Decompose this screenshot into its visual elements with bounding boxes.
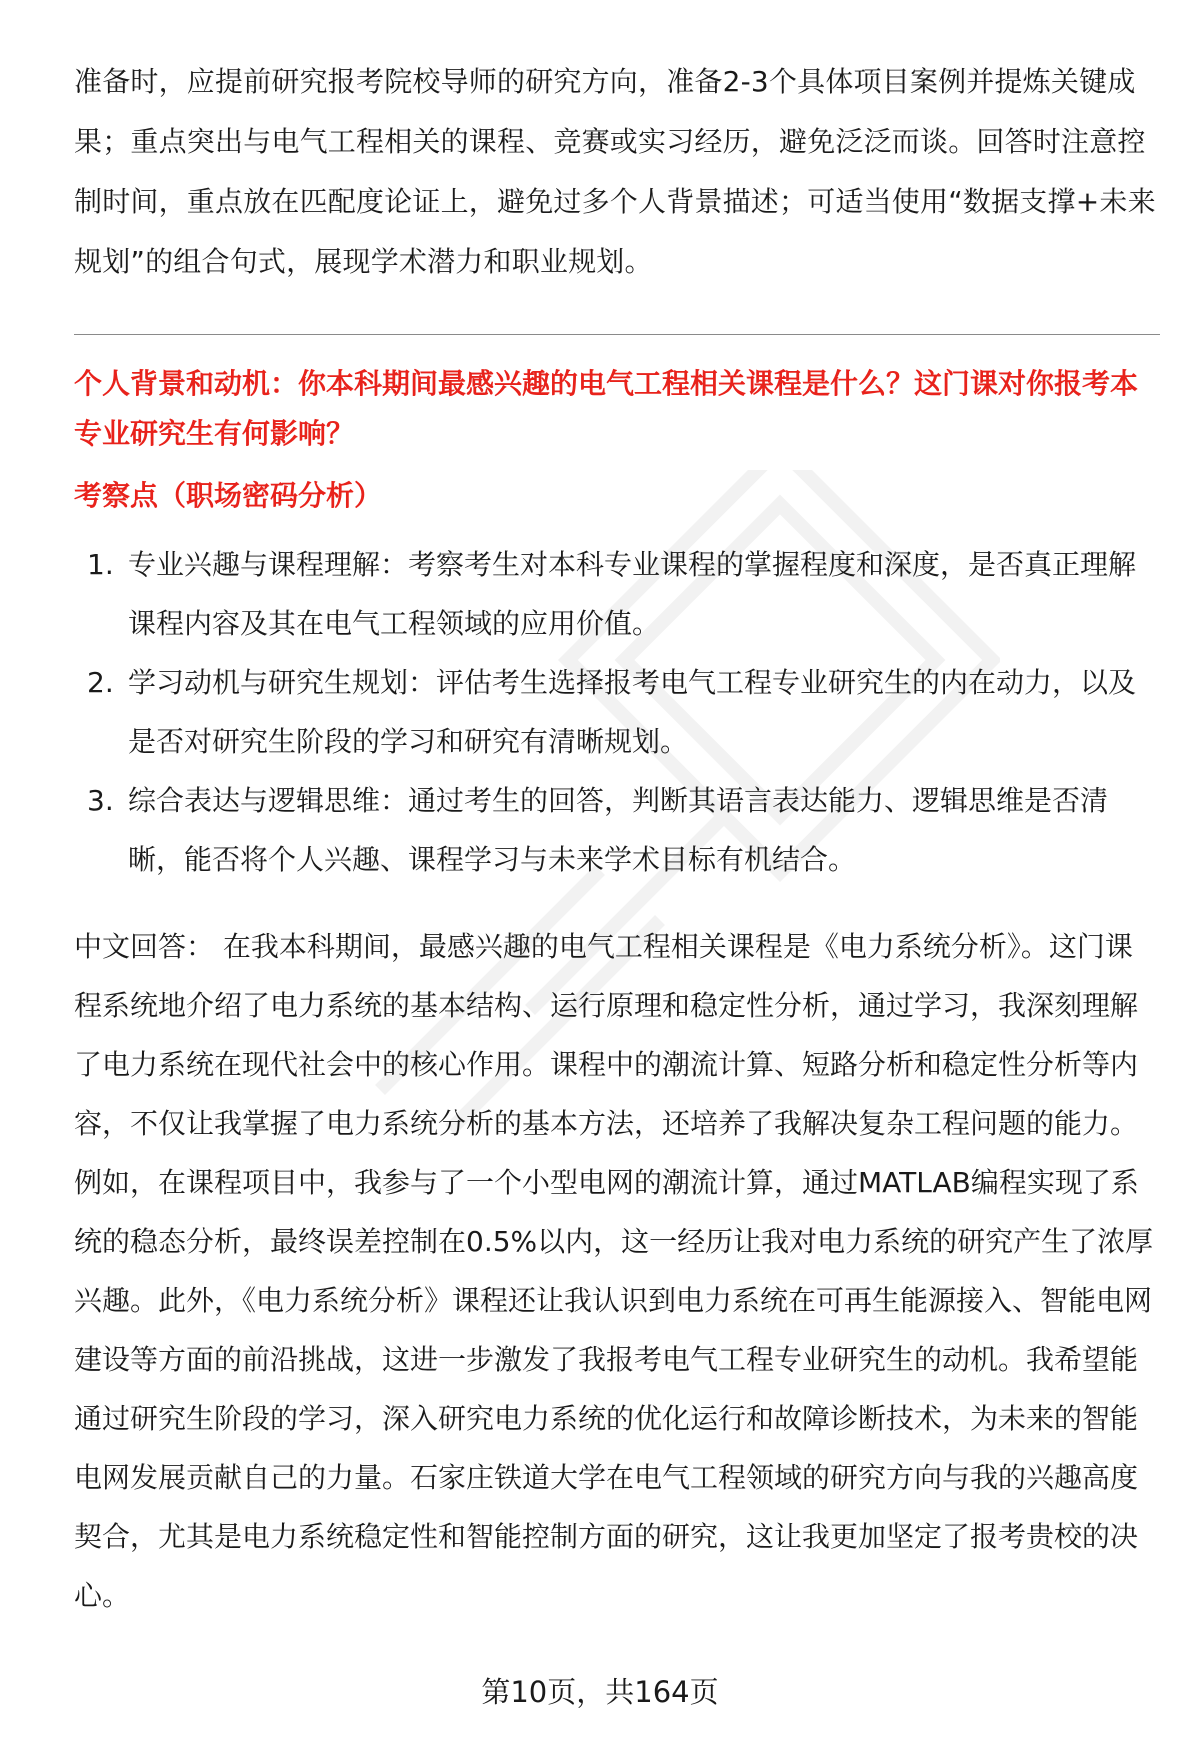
list-item-number: 2. — [87, 666, 114, 699]
list-item — [74, 653, 1160, 771]
list-item-text: 学习动机与研究生规划：评估考生选择报考电气工程专业研究生的内在动力，以及是否对研究生阶段的学习和研究有清晰规划。 — [128, 666, 1137, 758]
question-heading: 个人背景和动机：你本科期间最感兴趣的电气工程相关课程是什么？这门课对你报考本专业研究生有何影响？ — [74, 367, 1139, 450]
list-item-number: 1. — [87, 548, 114, 581]
list-item — [74, 535, 1160, 653]
answer-label: 中文回答： — [74, 930, 215, 963]
section-title: 考察点（职场密码分析） — [74, 479, 383, 512]
answer-text: 在我本科期间，最感兴趣的电气工程相关课程是《电力系统分析》。这门课程系统地介绍了电力系统的基本结构、运行原理和稳定性分析，通过学习，我深刻理解了电力系统在现代社会中的核心作用。课程中的潮流计算、短路分析和稳定性分析等内容，不仅让我掌握了电力系统分析的基本方法，还培养了我解决复杂工程问题的能力。例如，在课程项目中，我参与了一个小型电网的潮流计算，通过MATLAB编程实现了系统的稳态分析，最终误差控制在0.5%以内，这一经历让我对电力系统的研究产生了浓厚兴趣。此外，《电力系统分析》课程还让我认识到电力系统在可再生能源接入、智能电网建设等方面的前沿挑战，这进一步激发了我报考电气工程专业研究生的动机。我希望能通过研究生阶段的学习，深入研究电力系统的优化运行和故障诊断技术，为未来的智能电网发展贡献自己的力量。石家庄铁道大学在电气工程领域的研究方向与我的兴趣高度契合，尤其是电力系统稳定性和智能控制方面的研究，这让我更加坚定了报考贵校的决心。 — [74, 930, 1154, 1612]
intro-paragraph: 准备时，应提前研究报考院校导师的研究方向，准备2-3个具体项目案例并提炼关键成果；重点突出与电气工程相关的课程、竞赛或实习经历，避免泛泛而谈。回答时注意控制时间，重点放在匹配度论证上，避免过多个人背景描述；可适当使用“数据支撑+未来规划”的组合句式，展现学术潜力和职业规划。 — [74, 65, 1156, 278]
section-divider — [74, 334, 1160, 335]
page-content — [74, 52, 1160, 1653]
answer-paragraph — [74, 917, 1160, 1625]
list-item — [74, 771, 1160, 889]
evaluation-points-list — [74, 535, 1160, 889]
page-number-footer: 第10页，共164页 — [481, 1675, 719, 1709]
list-item-text: 综合表达与逻辑思维：通过考生的回答，判断其语言表达能力、逻辑思维是否清晰，能否将个人兴趣、课程学习与未来学术目标有机结合。 — [128, 784, 1109, 876]
list-item-number: 3. — [87, 784, 114, 817]
list-item-text: 专业兴趣与课程理解：考察考生对本科专业课程的掌握程度和深度，是否真正理解课程内容及其在电气工程领域的应用价值。 — [128, 548, 1137, 640]
